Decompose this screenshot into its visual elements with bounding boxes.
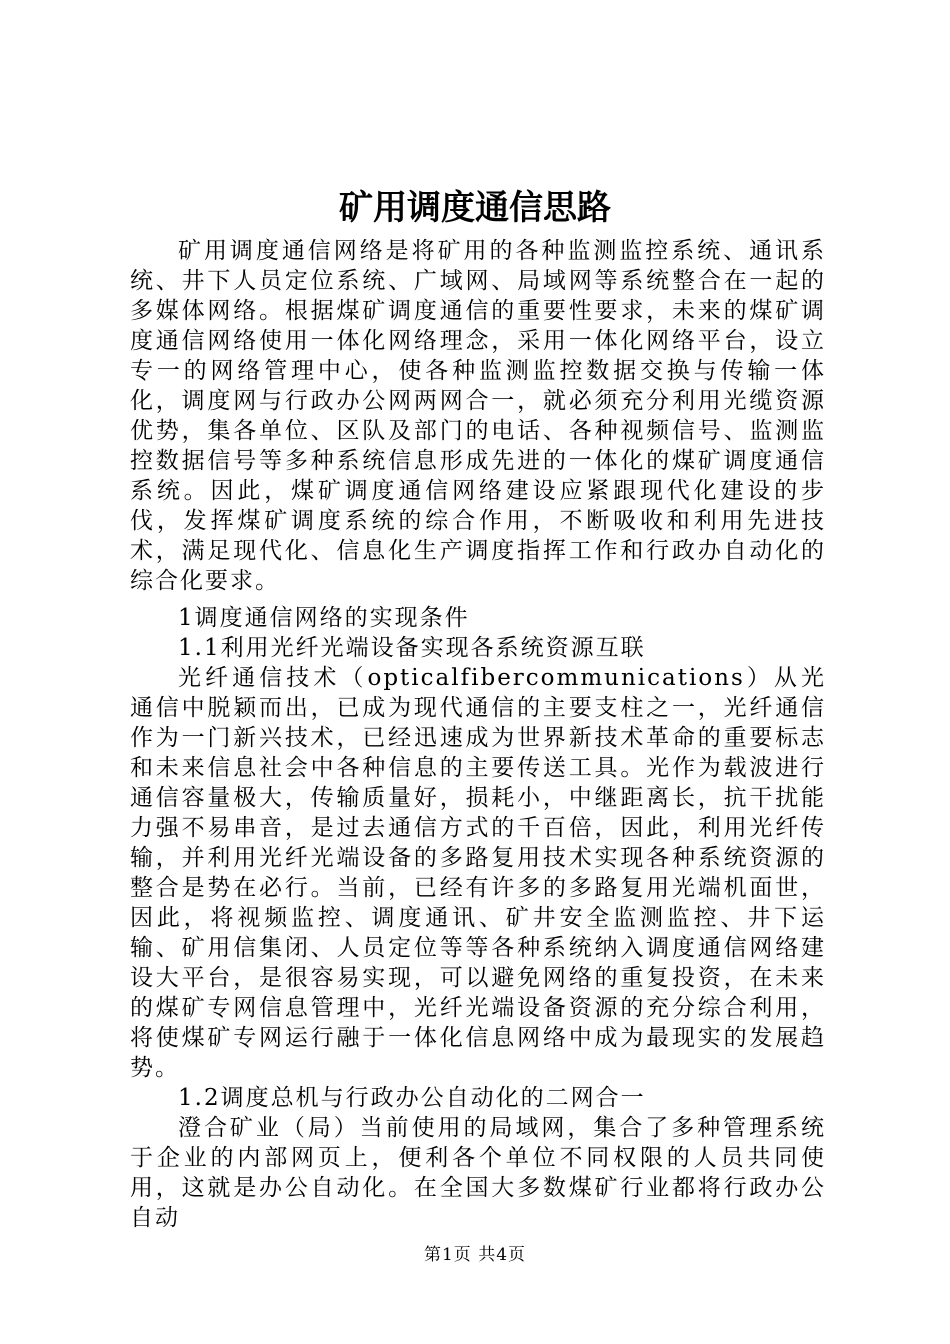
section-1-heading: 1调度通信网络的实现条件 xyxy=(178,605,470,631)
section-1-2-paragraph: 澄合矿业（局）当前使用的局域网，集合了多种管理系统于企业的内部网页上，便利各个单位不同权限的人员共同使用，这就是办公自动化。在全国大多数煤矿行业都将行政办公自动 xyxy=(130,1115,826,1231)
section-1-2-heading: 1.2调度总机与行政办公自动化的二网合一 xyxy=(178,1085,646,1111)
page-footer: 第1页 共4页 xyxy=(423,1245,527,1265)
section-1-1-paragraph: 光纤通信技术（opticalfibercommunications）从光通信中脱颖而出，已成为现代通信的主要支柱之一，光纤通信作为一门新兴技术，已经迅速成为世界新技术革命的重要标志和未来信息社会中各种信息的主要传送工具。光作为载波进行通信容量极大，传输质量好，损耗小，中继距离长，抗干扰能力强不易串音，是过去通信方式的千百倍，因此，利用光纤传输，并利用光纤光端设备的多路复用技术实现各种系统资源的整合是势在必行。当前，已经有许多的多路复用光端机面世，因此，将视频监控、调度通讯、矿井安全监测监控、井下运输、矿用信集闭、人员定位等等各种系统纳入调度通信网络建设大平台，是很容易实现，可以避免网络的重复投资，在未来的煤矿专网信息管理中，光纤光端设备资源的充分综合利用，将使煤矿专网运行融于一体化信息网络中成为最现实的发展趋势。 xyxy=(130,665,826,1081)
document-title: 矿用调度通信思路 xyxy=(339,188,611,228)
section-block xyxy=(130,603,826,1233)
intro-paragraph: 矿用调度通信网络是将矿用的各种监测监控系统、通讯系统、井下人员定位系统、广域网、局域网等系统整合在一起的多媒体网络。根据煤矿调度通信的重要性要求，未来的煤矿调度通信网络使用一体化网络理念，采用一体化网络平台，设立专一的网络管理中心，使各种监测监控数据交换与传输一体化，调度网与行政办公网两网合一，就必须充分利用光缆资源优势，集各单位、区队及部门的电话、各种视频信号、监测监控数据信号等多种系统信息形成先进的一体化的煤矿调度通信系统。因此，煤矿调度通信网络建设应紧跟现代化建设的步伐，发挥煤矿调度系统的综合作用，不断吸收和利用先进技术，满足现代化、信息化生产调度指挥工作和行政办自动化的综合化要求。 xyxy=(130,238,826,594)
intro-block xyxy=(130,236,826,596)
section-1-1-heading: 1.1利用光纤光端设备实现各系统资源互联 xyxy=(178,635,646,661)
